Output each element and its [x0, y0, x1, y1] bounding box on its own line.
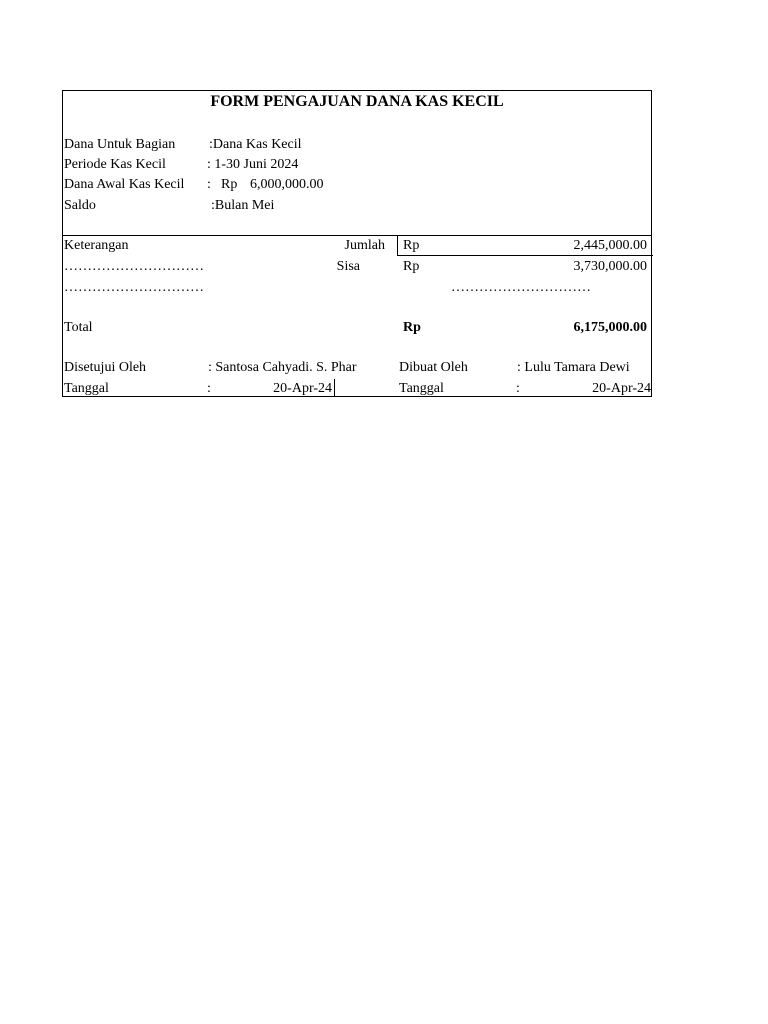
- made-by-value: : Lulu Tamara Dewi: [517, 360, 630, 375]
- saldo-label: Saldo: [64, 198, 96, 213]
- periode-value: : 1-30 Juni 2024: [207, 157, 299, 172]
- bagian-label: Dana Untuk Bagian: [64, 137, 176, 152]
- keterangan-dots-1: …………………………: [64, 259, 204, 274]
- sisa-currency: Rp: [403, 259, 420, 274]
- total-label: Total: [64, 320, 93, 335]
- keterangan-dots-3: …………………………: [451, 280, 591, 295]
- approved-date-value: 20-Apr-24: [273, 381, 332, 396]
- periode-label: Periode Kas Kecil: [64, 157, 166, 172]
- keterangan-label: Keterangan: [64, 238, 129, 253]
- jumlah-row-divider: [397, 255, 653, 256]
- dana-awal-currency: Rp: [221, 177, 238, 192]
- dana-awal-colon: :: [207, 177, 211, 192]
- approved-by-label: Disetujui Oleh: [64, 360, 147, 375]
- sisa-value: 3,730,000.00: [573, 259, 647, 274]
- approved-date-colon: :: [207, 381, 211, 396]
- dana-awal-value: 6,000,000.00: [250, 177, 324, 192]
- dana-awal-label: Dana Awal Kas Kecil: [64, 177, 185, 192]
- keterangan-dots-2: …………………………: [64, 280, 204, 295]
- total-value: 6,175,000.00: [573, 320, 647, 335]
- made-by-label: Dibuat Oleh: [399, 360, 468, 375]
- jumlah-column-divider: [397, 235, 398, 255]
- sisa-label: Sisa: [336, 259, 360, 274]
- bagian-value: :Dana Kas Kecil: [209, 137, 302, 152]
- approved-date-label: Tanggal: [64, 381, 109, 396]
- jumlah-value: 2,445,000.00: [573, 238, 647, 253]
- petty-cash-form: [62, 90, 652, 397]
- cell-cursor-divider: [334, 379, 335, 397]
- jumlah-label: Jumlah: [344, 238, 385, 253]
- made-date-value: 20-Apr-24: [592, 381, 651, 396]
- made-date-label: Tanggal: [399, 381, 444, 396]
- jumlah-currency: Rp: [403, 238, 420, 253]
- form-title: FORM PENGAJUAN DANA KAS KECIL: [210, 93, 504, 110]
- saldo-value: :Bulan Mei: [211, 198, 275, 213]
- made-date-colon: :: [516, 381, 520, 396]
- table-top-divider: [63, 235, 651, 236]
- total-currency: Rp: [403, 320, 421, 335]
- approved-by-value: : Santosa Cahyadi. S. Phar: [208, 360, 357, 375]
